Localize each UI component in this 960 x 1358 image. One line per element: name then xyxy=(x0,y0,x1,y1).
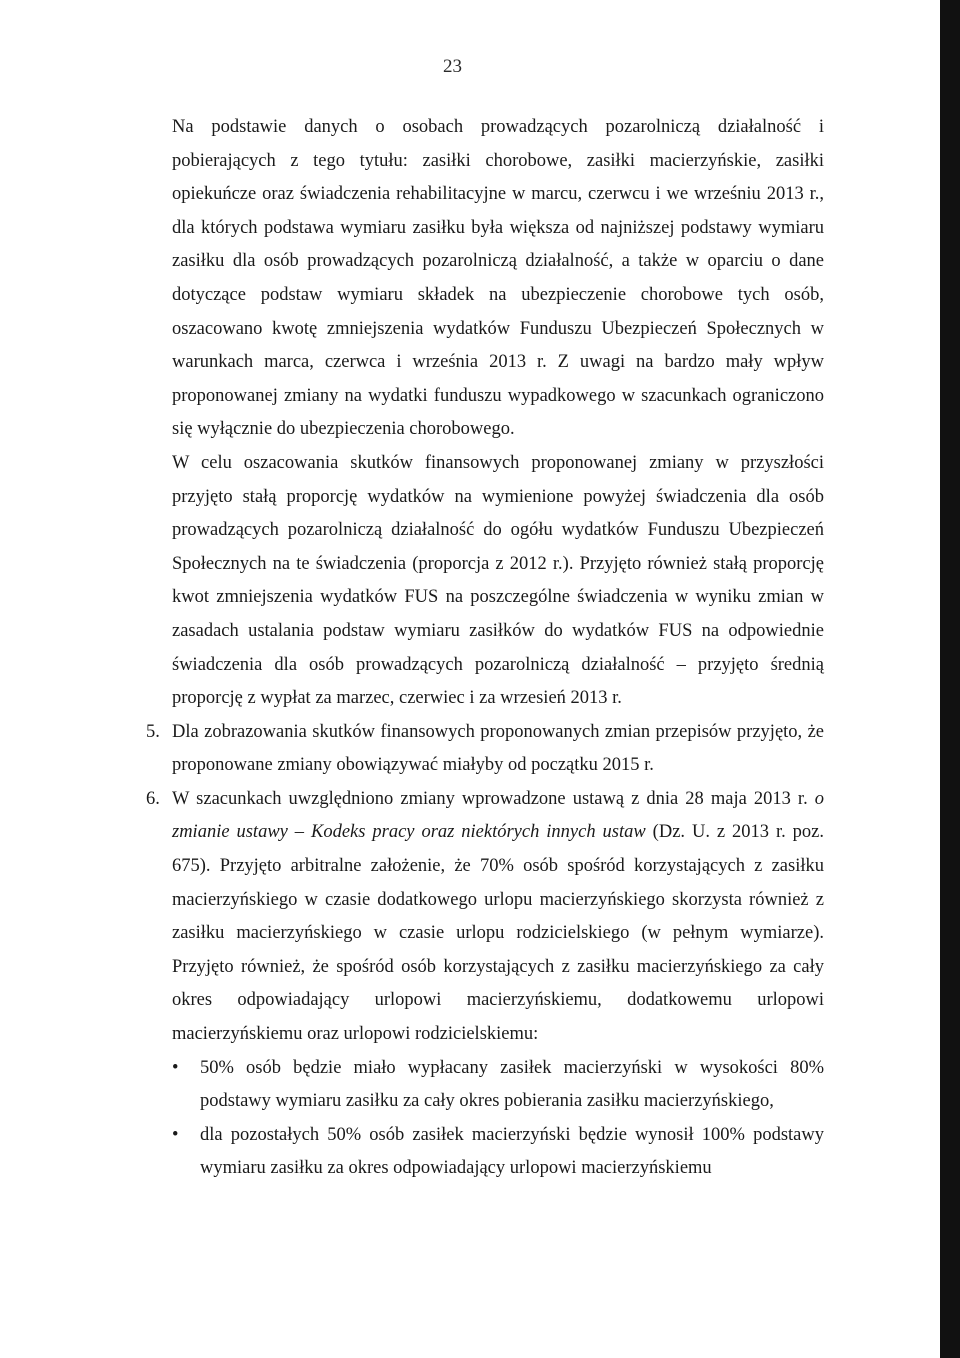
bullet-list xyxy=(172,1052,824,1186)
item-text-before: W szacunkach uwzględniono zmiany wprowadzone ustawą z dnia 28 maja 2013 r. xyxy=(172,788,815,809)
bullet-text: 50% osób będzie miało wypłacany zasiłek macierzyński w wysokości 80% podstawy wymiaru zasiłku za cały okres pobierania zasiłku macierzyńskiego, xyxy=(200,1057,824,1112)
bullet-item xyxy=(172,1119,824,1186)
bullet-text: dla pozostałych 50% osób zasiłek macierzyński będzie wynosił 100% podstawy wymiaru zasiłku za okres odpowiadający urlopowi macierzyńskiemu xyxy=(200,1124,824,1179)
bullet-item xyxy=(172,1052,824,1119)
bullet-marker: • xyxy=(172,1057,179,1078)
paragraph-future-estimation: W celu oszacowania skutków finansowych proponowanej zmiany w przyszłości przyjęto stałą proporcję wydatków na wymienione powyżej świadczenia dla osób prowadzących pozarolniczą działalność do ogółu wydatków Funduszu Ubezpieczeń Społecznych na te świadczenia (proporcja z 2012 r.). Przyjęto również stałą proporcję kwot zmniejszenia wydatków FUS na poszczególne świadczenia w wyniku zmian w zasadach ustalania podstaw wymiaru zasiłków do wydatków FUS na odpowiednie świadczenia dla osób prowadzących pozarolniczą działalność – przyjęto średnią proporcję z wypłat za marzec, czerwiec i za wrzesień 2013 r. xyxy=(172,452,824,709)
document-body xyxy=(146,111,825,1186)
item-number: 5. xyxy=(146,721,160,742)
item-number: 6. xyxy=(146,788,160,809)
item-text-after: (Dz. U. z 2013 r. poz. 675). Przyjęto arbitralne założenie, że 70% osób spośród korzystających z zasiłku macierzyńskiego w czasie dodatkowego urlopu macierzyńskiego skorzysta również z zasiłku macierzyńskiego w czasie urlopu rodzicielskiego (w pełnym wymiarze). Przyjęto również, że spośród osób korzystających z zasiłku macierzyńskiego za cały okres odpowiadający urlopowi macierzyńskiemu, dodatkowemu urlopowi macierzyńskiemu oraz urlopowi rodzicielskiemu: xyxy=(172,822,825,1045)
page-number: 23 xyxy=(443,56,462,77)
bullet-marker: • xyxy=(172,1124,179,1145)
numbered-item-5 xyxy=(146,716,824,783)
item-text: Dla zobrazowania skutków finansowych proponowanych zmian przepisów przyjęto, że proponowane zmiany obowiązywać miałyby od początku 2015 r. xyxy=(172,721,824,776)
scan-right-edge xyxy=(940,0,960,1358)
act-title: o zmianie ustawy – Kodeks pracy oraz niektórych innych ustaw xyxy=(172,788,824,843)
numbered-item-6 xyxy=(146,783,825,1052)
paragraph-data-basis: Na podstawie danych o osobach prowadzących pozarolniczą działalność i pobierających z tego tytułu: zasiłki chorobowe, zasiłki macierzyńskie, zasiłki opiekuńcze oraz świadczenia rehabilitacyjne w marcu, czerwcu i we wrześniu 2013 r., dla których podstawa wymiaru zasiłku była większa od najniższej podstawy wymiaru zasiłku dla osób prowadzących pozarolniczą działalność, a także w oparciu o dane dotyczące podstaw wymiaru składek na ubezpieczenie chorobowe tych osób, oszacowano kwotę zmniejszenia wydatków Funduszu Ubezpieczeń Społecznych w warunkach marca, czerwca i września 2013 r. Z uwagi na bardzo mały wpływ proponowanej zmiany na wydatki funduszu wypadkowego w szacunkach ograniczono się wyłącznie do ubezpieczenia chorobowego. xyxy=(172,117,824,440)
